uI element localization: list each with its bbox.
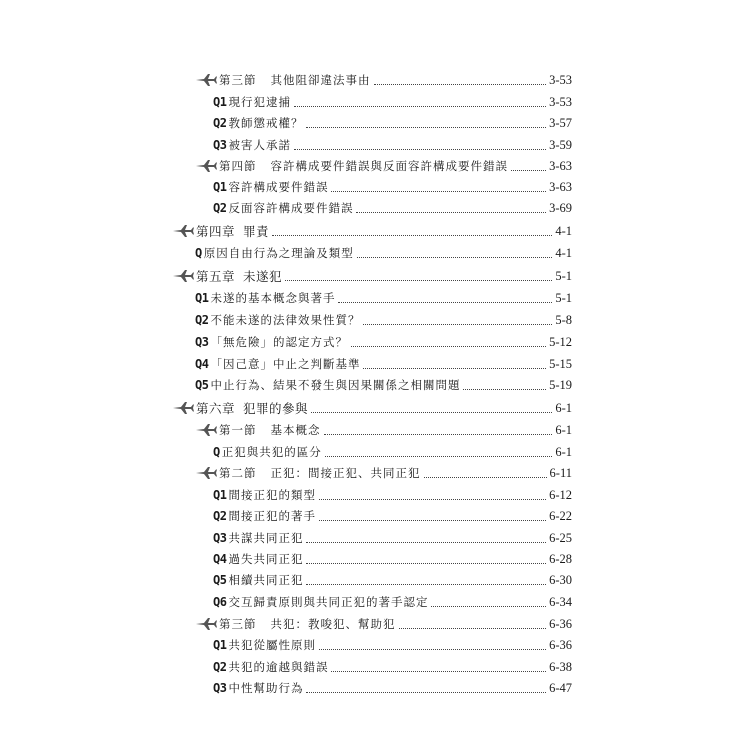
dot-leader bbox=[363, 324, 552, 325]
chapter-label: 第四章 bbox=[196, 224, 236, 239]
question-number: Q1 bbox=[213, 638, 227, 652]
toc-entry-question bbox=[213, 678, 572, 698]
dot-leader bbox=[356, 212, 546, 213]
dot-leader bbox=[424, 477, 547, 478]
dot-leader bbox=[311, 412, 552, 413]
toc-entry-question bbox=[213, 92, 572, 112]
toc-entry-question bbox=[213, 549, 572, 569]
entry-title: 共犯：教唆犯、幫助犯 bbox=[270, 617, 396, 631]
page-number: 6-1 bbox=[555, 444, 572, 459]
dot-leader bbox=[306, 584, 546, 585]
section-label: 第四節 bbox=[219, 159, 257, 173]
toc-entry-chapter bbox=[172, 266, 572, 286]
entry-title: 間接正犯的類型 bbox=[228, 488, 316, 502]
plane-icon bbox=[195, 466, 217, 480]
toc-entry-chapter bbox=[172, 398, 572, 418]
question-number: Q3 bbox=[213, 531, 227, 545]
page-number: 3-69 bbox=[549, 200, 572, 215]
dot-leader bbox=[399, 628, 547, 629]
page-number: 3-63 bbox=[549, 179, 572, 194]
dot-leader bbox=[331, 191, 546, 192]
dot-leader bbox=[374, 84, 547, 85]
plane-icon bbox=[195, 159, 217, 173]
question-number: Q2 bbox=[213, 509, 227, 523]
section-label: 第一節 bbox=[219, 423, 257, 437]
toc-entry-section bbox=[195, 420, 572, 440]
toc-entry-cq bbox=[195, 243, 572, 263]
question-number: Q1 bbox=[213, 488, 227, 502]
question-number: Q6 bbox=[213, 595, 227, 609]
entry-title: 交互歸責原則與共同正犯的著手認定 bbox=[228, 595, 429, 609]
entry-title: 正犯與共犯的區分 bbox=[221, 445, 322, 459]
toc-entry-question bbox=[213, 657, 572, 677]
page-number: 6-22 bbox=[549, 508, 572, 523]
section-label: 第二節 bbox=[219, 466, 257, 480]
dot-leader bbox=[306, 127, 546, 128]
toc-entry-question bbox=[213, 506, 572, 526]
page-number: 4-1 bbox=[555, 245, 572, 260]
entry-title: 「無危險」的認定方式？ bbox=[210, 335, 348, 349]
entry-title: 基本概念 bbox=[270, 423, 321, 437]
dot-leader bbox=[351, 346, 546, 347]
entry-title: 犯罪的參與 bbox=[243, 401, 309, 416]
toc-entry-section bbox=[195, 70, 572, 90]
entry-title: 中性幫助行為 bbox=[228, 681, 304, 695]
dot-leader bbox=[338, 302, 552, 303]
question-number: Q1 bbox=[195, 291, 209, 305]
question-number: Q2 bbox=[195, 313, 209, 327]
question-number: Q4 bbox=[195, 357, 209, 371]
toc-entry-section bbox=[195, 156, 572, 176]
question-number: Q1 bbox=[213, 95, 227, 109]
page-number: 5-15 bbox=[549, 356, 572, 371]
entry-title: 未遂的基本概念與著手 bbox=[210, 291, 336, 305]
toc-entry-question bbox=[213, 485, 572, 505]
page-number: 6-47 bbox=[549, 680, 572, 695]
dot-leader bbox=[319, 520, 546, 521]
entry-title: 教師懲戒權？ bbox=[228, 116, 304, 130]
entry-title: 現行犯逮捕 bbox=[228, 95, 291, 109]
toc-entry-cq bbox=[195, 332, 572, 352]
page-number: 6-1 bbox=[555, 422, 572, 437]
dot-leader bbox=[331, 671, 546, 672]
entry-title: 反面容許構成要件錯誤 bbox=[228, 201, 354, 215]
toc-entry-cq bbox=[195, 288, 572, 308]
page-number: 5-8 bbox=[555, 312, 572, 327]
toc-entry-section bbox=[195, 463, 572, 483]
toc-entry-section bbox=[195, 614, 572, 634]
dot-leader bbox=[319, 499, 546, 500]
chapter-label: 第六章 bbox=[196, 401, 236, 416]
section-label: 第三節 bbox=[219, 617, 257, 631]
page-number: 6-28 bbox=[549, 551, 572, 566]
page-number: 6-1 bbox=[555, 400, 572, 415]
question-number: Q3 bbox=[195, 335, 209, 349]
question-number: Q1 bbox=[213, 180, 227, 194]
page-number: 4-1 bbox=[555, 223, 572, 238]
question-number: Q2 bbox=[213, 660, 227, 674]
page-number: 5-19 bbox=[549, 377, 572, 392]
toc-entry-question bbox=[213, 135, 572, 155]
dot-leader bbox=[306, 692, 546, 693]
page-number: 3-53 bbox=[549, 94, 572, 109]
toc-entry-cq bbox=[195, 310, 572, 330]
entry-title: 共犯的逾越與錯誤 bbox=[228, 660, 329, 674]
entry-title: 「因己意」中止之判斷基準 bbox=[210, 357, 361, 371]
question-number: Q bbox=[195, 246, 202, 260]
page-number: 6-11 bbox=[549, 465, 572, 480]
page-number: 6-38 bbox=[549, 659, 572, 674]
toc-entry-question bbox=[213, 442, 572, 462]
plane-icon bbox=[172, 224, 194, 238]
toc-entry-cq bbox=[195, 354, 572, 374]
page-number: 5-12 bbox=[549, 334, 572, 349]
entry-title: 容許構成要件錯誤與反面容許構成要件錯誤 bbox=[270, 159, 508, 173]
page-number: 5-1 bbox=[555, 290, 572, 305]
toc-entry-question bbox=[213, 198, 572, 218]
page-number: 3-57 bbox=[549, 115, 572, 130]
page-number: 5-1 bbox=[555, 268, 572, 283]
entry-title: 過失共同正犯 bbox=[228, 552, 304, 566]
toc-entry-question bbox=[213, 635, 572, 655]
page-number: 3-53 bbox=[549, 72, 572, 87]
dot-leader bbox=[306, 542, 546, 543]
question-number: Q bbox=[213, 445, 220, 459]
toc-entry-question bbox=[213, 177, 572, 197]
dot-leader bbox=[511, 170, 546, 171]
page-number: 6-34 bbox=[549, 594, 572, 609]
dot-leader bbox=[363, 368, 546, 369]
plane-icon bbox=[195, 423, 217, 437]
entry-title: 其他阻卻違法事由 bbox=[270, 73, 371, 87]
dot-leader bbox=[294, 149, 546, 150]
entry-title: 不能未遂的法律效果性質？ bbox=[210, 313, 361, 327]
plane-icon bbox=[195, 73, 217, 87]
dot-leader bbox=[306, 563, 546, 564]
question-number: Q2 bbox=[213, 201, 227, 215]
entry-title: 未遂犯 bbox=[243, 269, 283, 284]
page-number: 6-36 bbox=[549, 616, 572, 631]
plane-icon bbox=[172, 401, 194, 415]
entry-title: 原因自由行為之理論及類型 bbox=[203, 246, 354, 260]
question-number: Q5 bbox=[195, 378, 209, 392]
page-number: 3-63 bbox=[549, 158, 572, 173]
page-number: 6-25 bbox=[549, 530, 572, 545]
plane-icon bbox=[195, 617, 217, 631]
dot-leader bbox=[463, 389, 546, 390]
dot-leader bbox=[325, 456, 553, 457]
entry-title: 正犯：間接正犯、共同正犯 bbox=[270, 466, 421, 480]
dot-leader bbox=[431, 606, 546, 607]
dot-leader bbox=[272, 235, 552, 236]
entry-title: 罪責 bbox=[243, 224, 270, 239]
toc-entry-question bbox=[213, 113, 572, 133]
section-label: 第三節 bbox=[219, 73, 257, 87]
toc-entry-question bbox=[213, 528, 572, 548]
question-number: Q3 bbox=[213, 138, 227, 152]
entry-title: 共謀共同正犯 bbox=[228, 531, 304, 545]
entry-title: 被害人承諾 bbox=[228, 138, 291, 152]
question-number: Q3 bbox=[213, 681, 227, 695]
question-number: Q5 bbox=[213, 573, 227, 587]
toc-entry-question bbox=[213, 570, 572, 590]
question-number: Q2 bbox=[213, 116, 227, 130]
dot-leader bbox=[285, 280, 552, 281]
page-number: 6-12 bbox=[549, 487, 572, 502]
entry-title: 容許構成要件錯誤 bbox=[228, 180, 329, 194]
page-number: 6-30 bbox=[549, 572, 572, 587]
toc-entry-question bbox=[213, 592, 572, 612]
question-number: Q4 bbox=[213, 552, 227, 566]
entry-title: 間接正犯的著手 bbox=[228, 509, 316, 523]
chapter-label: 第五章 bbox=[196, 269, 236, 284]
plane-icon bbox=[172, 269, 194, 283]
toc-entry-chapter bbox=[172, 221, 572, 241]
page-number: 6-36 bbox=[549, 637, 572, 652]
dot-leader bbox=[324, 434, 553, 435]
entry-title: 相續共同正犯 bbox=[228, 573, 304, 587]
toc-entry-cq bbox=[195, 375, 572, 395]
dot-leader bbox=[294, 106, 546, 107]
entry-title: 共犯從屬性原則 bbox=[228, 638, 316, 652]
dot-leader bbox=[319, 649, 546, 650]
entry-title: 中止行為、結果不發生與因果關係之相關問題 bbox=[210, 378, 461, 392]
dot-leader bbox=[357, 257, 553, 258]
page-number: 3-59 bbox=[549, 137, 572, 152]
